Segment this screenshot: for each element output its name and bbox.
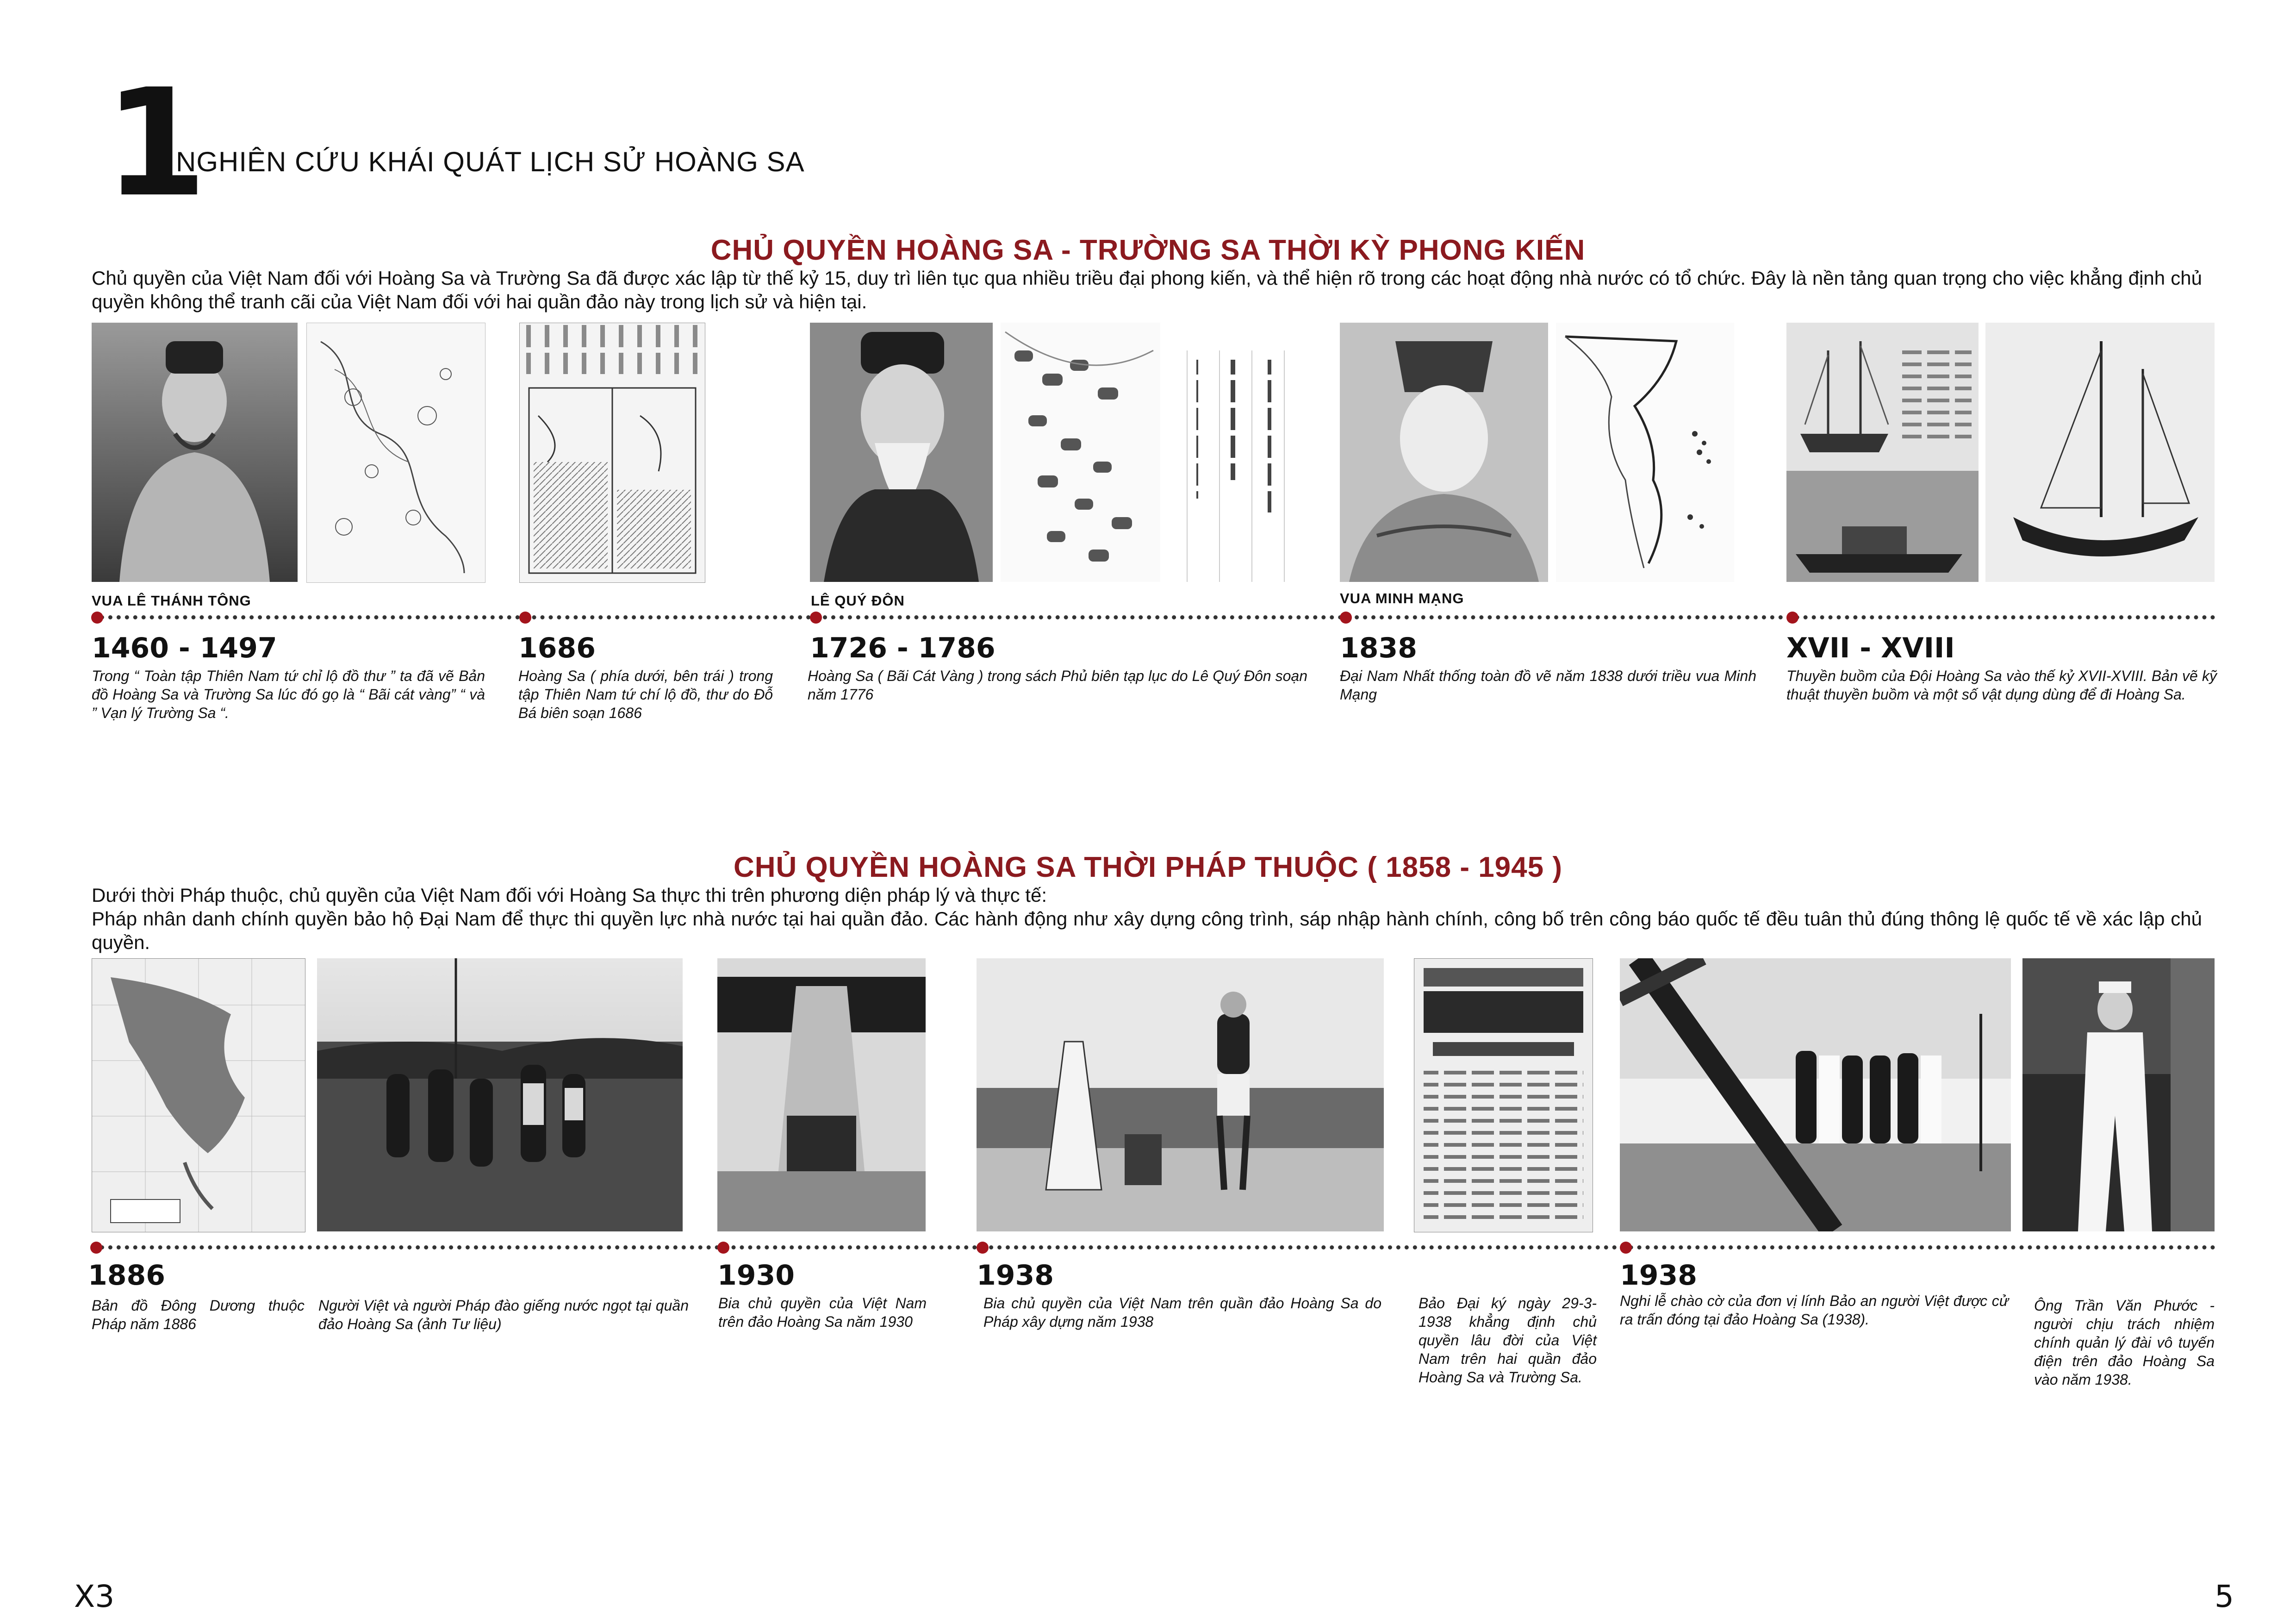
timeline-marker bbox=[977, 1242, 989, 1254]
timeline-2 bbox=[92, 1245, 2216, 1249]
footer-left: X3 bbox=[74, 1579, 115, 1614]
timeline-marker bbox=[519, 612, 531, 624]
label-minh-mang: VUA MINH MẠNG bbox=[1340, 590, 1464, 606]
event-year: 1726 - 1786 bbox=[810, 632, 996, 664]
timeline-marker bbox=[91, 612, 103, 624]
photo-flag-ceremony bbox=[1620, 958, 2011, 1231]
timeline-marker bbox=[810, 612, 822, 624]
map-dai-nam-1838 bbox=[1556, 323, 1734, 582]
section-2-title: CHỦ QUYỀN HOÀNG SA THỜI PHÁP THUỘC ( 1858 - 1945 ) bbox=[734, 851, 1562, 883]
section-2-intro bbox=[92, 883, 2202, 954]
event-caption: Bia chủ quyền của Việt Nam trên quần đảo Hoàng Sa do Pháp xây dựng năm 1938 bbox=[983, 1295, 1381, 1330]
section-1-intro bbox=[92, 266, 2202, 313]
timeline-marker bbox=[90, 1242, 102, 1254]
event-caption: Bia chủ quyền của Việt Nam trên đảo Hoàng Sa năm 1930 bbox=[718, 1295, 927, 1330]
photo-sovereignty-stele-1930 bbox=[717, 958, 926, 1231]
chapter-number: 1 bbox=[104, 57, 207, 230]
map-thien-nam bbox=[306, 323, 485, 583]
document-phu-bien-tap-luc bbox=[1169, 350, 1321, 582]
portrait-minh-mang bbox=[1340, 323, 1548, 582]
event-year: 1938 bbox=[1620, 1259, 1697, 1292]
timeline-1 bbox=[92, 615, 2216, 619]
photo-stele-1938 bbox=[977, 958, 1384, 1231]
event-caption: Bảo Đại ký ngày 29-3-1938 khẳng định chủ quyền lâu đời của Việt Nam trên hai quần đảo Hoàng Sa và Trường Sa. bbox=[1419, 1295, 1597, 1386]
event-year: 1930 bbox=[717, 1259, 795, 1292]
event-year: 1886 bbox=[88, 1259, 165, 1292]
section-2-intro-line2: Pháp nhân danh chính quyền bảo hộ Đại Nam để thực thi quyền lực nhà nước tại hai quần đảo. Các hành động như xây dựng công trình, sáp nhập hành chính, công bố trên công báo quốc tế đều tuân thủ đúng thông lệ quốc tế về xác lập chủ quyền. bbox=[92, 908, 2202, 953]
photo-tran-van-phuoc bbox=[2022, 958, 2215, 1231]
event-year: 1460 - 1497 bbox=[92, 632, 277, 664]
section-1-intro-text: Chủ quyền của Việt Nam đối với Hoàng Sa và Trường Sa đã được xác lập từ thế kỷ 15, duy trì liên tục qua nhiều triều đại phong kiến, và thể hiện rõ trong các hoạt động nhà nước có tổ chức. Đây là nền tảng quan trọng cho việc khẳng định chủ quyền không thể tranh cãi của Việt Nam đối với hai quần đảo này trong lịch sử và hiện tại. bbox=[92, 267, 2202, 312]
event-year: 1686 bbox=[518, 632, 596, 664]
event-caption: Trong “ Toàn tập Thiên Nam tứ chỉ lộ đồ thư ” ta đã vẽ Bản đồ Hoàng Sa và Trường Sa lúc đó gọ là “ Bãi cát vàng” “ và ” Vạn lý Trường Sa “. bbox=[92, 668, 485, 721]
event-year: XVII - XVIII bbox=[1786, 632, 1955, 664]
section-2-intro-line1: Dưới thời Pháp thuộc, chủ quyền của Việt Nam đối với Hoàng Sa thực thi trên phương diện pháp lý và thực tế: bbox=[92, 884, 1047, 906]
portrait-le-thanh-tong bbox=[92, 323, 298, 582]
event-caption: Bản đồ Đông Dương thuộc Pháp năm 1886 bbox=[92, 1297, 305, 1332]
event-caption: Đại Nam Nhất thống toàn đồ vẽ năm 1838 dưới triều vua Minh Mạng bbox=[1340, 668, 1756, 703]
timeline-marker bbox=[717, 1242, 729, 1254]
page-number: 5 bbox=[2215, 1579, 2234, 1614]
page-title: NGHIÊN CỨU KHÁI QUÁT LỊCH SỬ HOÀNG SA bbox=[176, 146, 805, 177]
sailboat-sketch bbox=[1985, 323, 2215, 582]
section-1-title: CHỦ QUYỀN HOÀNG SA - TRƯỜNG SA THỜI KỲ PHONG KIẾN bbox=[710, 234, 1586, 266]
label-le-thanh-tong: VUA LÊ THÁNH TÔNG bbox=[92, 593, 251, 609]
document-bao-dai-decree bbox=[1414, 958, 1593, 1232]
map-indochina-1886 bbox=[92, 958, 305, 1232]
event-caption: Hoàng Sa ( phía dưới, bên trái ) trong tập Thiên Nam tứ chí lộ đồ, thư do Đỗ Bá biên soạn 1686 bbox=[518, 668, 773, 721]
event-year: 1838 bbox=[1340, 632, 1417, 664]
event-caption: Nghi lễ chào cờ của đơn vị lính Bảo an người Việt được cử ra trấn đóng tại đảo Hoàng Sa (1938). bbox=[1620, 1293, 2009, 1328]
event-caption: Người Việt và người Pháp đào giếng nước ngọt tại quần đảo Hoàng Sa (ảnh Tư liệu) bbox=[318, 1297, 689, 1332]
timeline-marker bbox=[1340, 612, 1352, 624]
timeline-marker bbox=[1786, 612, 1798, 624]
event-caption: Ông Trần Văn Phước - người chịu trách nhiệm chính quản lý đài vô tuyến điện trên đảo Hoàng Sa vào năm 1938. bbox=[2034, 1297, 2215, 1388]
sailboat-drawings bbox=[1786, 323, 1979, 582]
event-year: 1938 bbox=[977, 1259, 1054, 1292]
timeline-marker bbox=[1620, 1242, 1632, 1254]
map-phu-bien-tap-luc bbox=[1001, 323, 1160, 582]
event-caption: Thuyền buồm của Đội Hoàng Sa vào thế kỷ XVII-XVIII. Bản vẽ kỹ thuật thuyền buồm và một số vật dụng dùng để đi Hoàng Sa. bbox=[1786, 668, 2217, 703]
map-1686 bbox=[519, 323, 705, 583]
event-caption: Hoàng Sa ( Bãi Cát Vàng ) trong sách Phủ biên tạp lục do Lê Quý Đôn soạn năm 1776 bbox=[808, 668, 1307, 703]
portrait-le-quy-don bbox=[810, 323, 993, 582]
label-le-quy-don: LÊ QUÝ ĐÔN bbox=[811, 593, 905, 609]
photo-digging-well bbox=[317, 958, 683, 1231]
